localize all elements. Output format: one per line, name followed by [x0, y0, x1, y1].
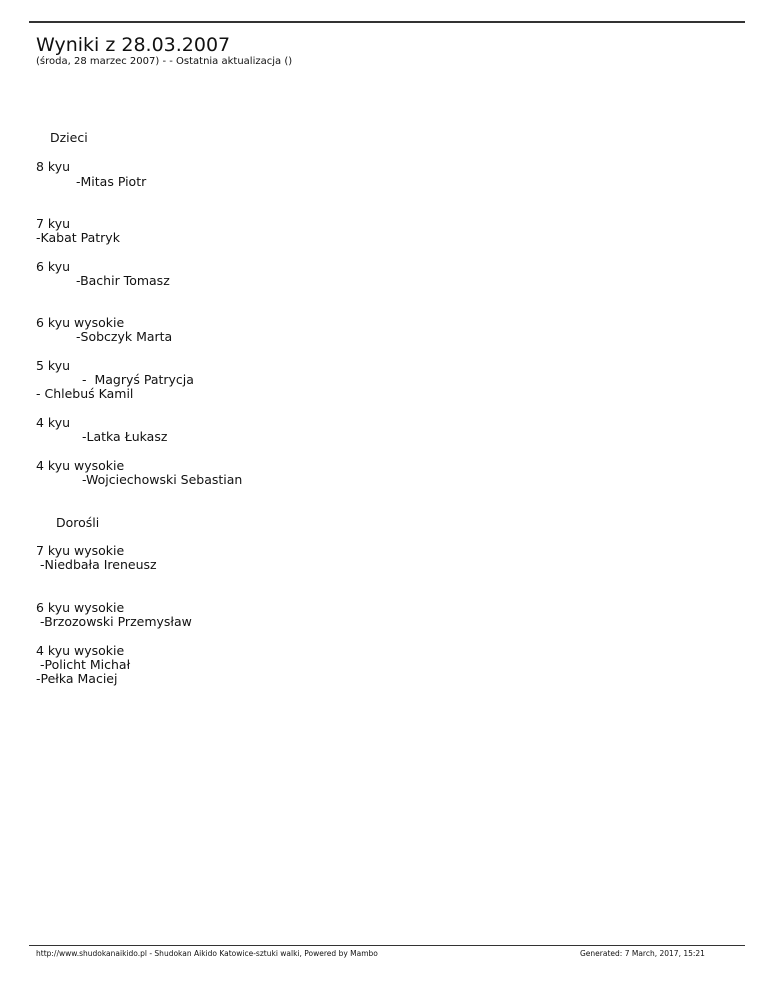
top-rule	[29, 21, 745, 23]
name-entry: -Niedbała Ireneusz	[40, 557, 157, 572]
rank-label: 7 kyu wysokie	[36, 543, 125, 558]
footer-generated: Generated: 7 March, 2017, 15:21	[580, 949, 705, 958]
section-heading-dzieci: Dzieci	[50, 130, 88, 145]
name-entry: -Mitas Piotr	[76, 174, 147, 189]
section-heading-dorosli: Dorośli	[56, 515, 100, 530]
name-entry: -Pełka Maciej	[36, 671, 118, 686]
rank-label: 4 kyu wysokie	[36, 458, 125, 473]
name-entry: -Kabat Patryk	[36, 230, 120, 245]
rank-label: 5 kyu	[36, 358, 71, 373]
rank-label: 4 kyu wysokie	[36, 643, 125, 658]
name-entry: -Latka Łukasz	[82, 429, 168, 444]
page-title: Wyniki z 28.03.2007	[36, 34, 231, 56]
name-entry: -Brzozowski Przemysław	[40, 614, 192, 629]
name-entry: - Chlebuś Kamil	[36, 386, 134, 401]
name-entry: -Sobczyk Marta	[76, 329, 173, 344]
footer-site: http://www.shudokanaikido.pl - Shudokan Aikido Katowice-sztuki walki, Powered by Mambo	[36, 949, 378, 958]
rank-label: 6 kyu wysokie	[36, 315, 125, 330]
rank-label: 6 kyu	[36, 259, 71, 274]
rank-label: 6 kyu wysokie	[36, 600, 125, 615]
rank-label: 7 kyu	[36, 216, 71, 231]
rank-label: 8 kyu	[36, 159, 71, 174]
name-entry: -Bachir Tomasz	[76, 273, 170, 288]
rank-label: 4 kyu	[36, 415, 71, 430]
name-entry: -Policht Michał	[40, 657, 131, 672]
bottom-rule	[29, 945, 745, 946]
name-entry: -Wojciechowski Sebastian	[82, 472, 243, 487]
page-subtitle: (środa, 28 marzec 2007) - - Ostatnia aktualizacja ()	[36, 56, 293, 67]
name-entry: - Magryś Patrycja	[82, 372, 194, 387]
